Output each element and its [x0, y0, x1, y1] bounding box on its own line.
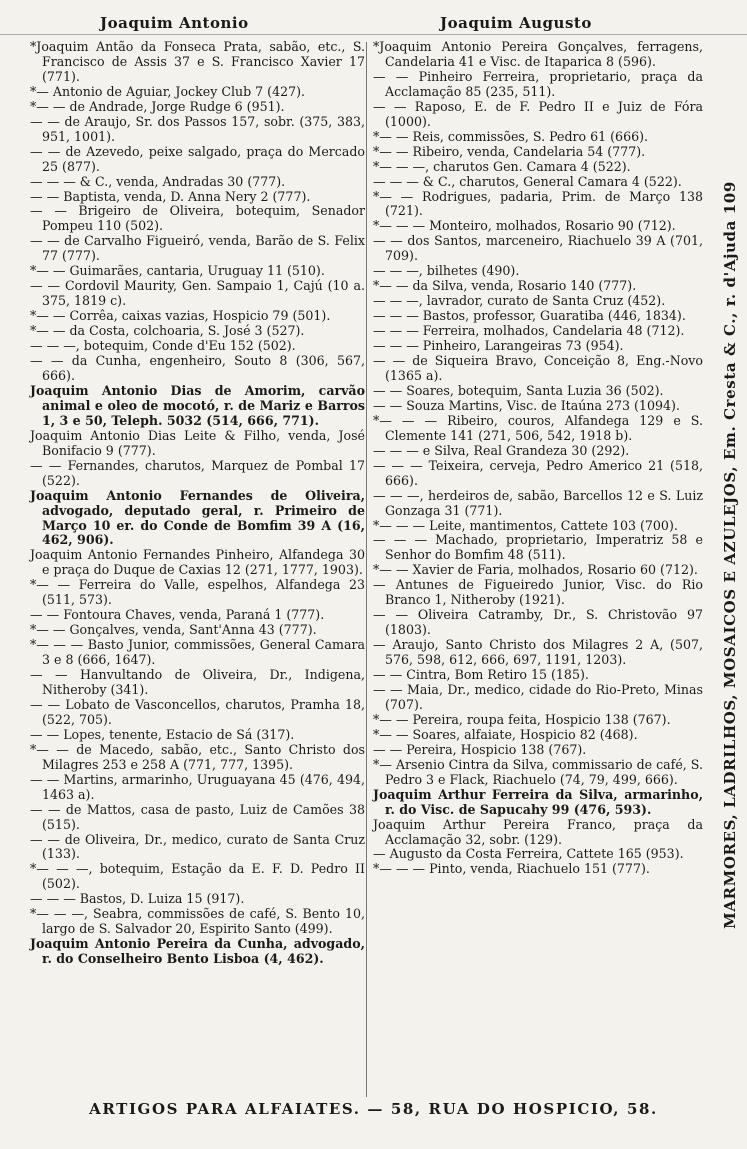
directory-entry: — — —, bilhetes (490). [373, 263, 520, 279]
directory-entry: — — dos Santos, marceneiro, Riachuelo 39 A (701, 709). [373, 233, 703, 264]
directory-entry: — — —, herdeiros de, sabão, Barcellos 12 e S. Luiz Gonzaga 31 (771). [373, 487, 703, 518]
column-divider [366, 42, 367, 1097]
directory-entry: Joaquim Antonio Dias Leite & Filho, venda, José Bonifacio 9 (777). [30, 427, 365, 458]
directory-entry: *— — — Basto Junior, commissões, General Camara 3 e 8 (666, 1647). [30, 637, 365, 668]
directory-entry: — — — Bastos, D. Luiza 15 (917). [30, 891, 245, 907]
directory-entry: — — —, lavrador, curato de Santa Cruz (452). [373, 293, 666, 309]
side-advertisement [710, 36, 744, 1096]
directory-entry: — Antunes de Figueiredo Junior, Visc. do Rio Branco 1, Nitheroby (1921). [373, 577, 703, 608]
directory-entry: — — de Oliveira, Dr., medico, curato de Santa Cruz (133). [30, 831, 365, 862]
directory-entry: *— — Pereira, roupa feita, Hospicio 138 (767). [373, 711, 671, 727]
right-running-head: Joaquim Augusto [440, 14, 592, 32]
directory-entry: Joaquim Antonio Fernandes de Oliveira, advogado, deputado geral, r. Primeiro de Março 10 er. do Conde de Bomfim 39 A (16, 462, 906). [30, 487, 365, 548]
directory-entry: *— — da Silva, venda, Rosario 140 (777). [373, 278, 637, 294]
directory-entry: Joaquim Arthur Ferreira da Silva, armarinho, r. do Visc. de Sapucahy 99 (476, 593). [373, 786, 703, 817]
directory-entry: *Joaquim Antonio Pereira Gonçalves, ferragens, Candelaria 41 e Visc. de Itaparica 8 (596). [373, 39, 703, 69]
directory-entry: — — Martins, armarinho, Uruguayana 45 (476, 494, 1463 a). [30, 771, 365, 802]
directory-entry: *— — Xavier de Faria, molhados, Rosario 60 (712). [373, 562, 698, 578]
directory-entry: — — — Machado, proprietario, Imperatriz 58 e Senhor do Bomfim 48 (511). [373, 532, 703, 563]
directory-entry: — — — Teixeira, cerveja, Pedro Americo 21 (518, 666). [373, 457, 703, 488]
directory-entry: — — —, botequim, Conde d'Eu 152 (502). [30, 338, 296, 354]
directory-entry: *— — Rodrigues, padaria, Prim. de Março 138 (721). [373, 188, 703, 219]
directory-entry: *— — Ribeiro, venda, Candelaria 54 (777). [373, 143, 646, 159]
directory-entry: — — — Ferreira, molhados, Candelaria 48 (712). [373, 323, 685, 339]
directory-entry: — — — e Silva, Real Grandeza 30 (292). [373, 442, 630, 458]
directory-entry: — — — & C., charutos, General Camara 4 (522). [373, 173, 682, 189]
directory-entry: *— Antonio de Aguiar, Jockey Club 7 (427). [30, 83, 306, 99]
directory-entry: *— — Corrêa, caixas vazias, Hospicio 79 (501). [30, 308, 331, 324]
directory-entry: — — de Mattos, casa de pasto, Luiz de Camões 38 (515). [30, 801, 365, 832]
directory-entry: — — Brigeiro de Oliveira, botequim, Senador Pompeu 110 (502). [30, 203, 365, 234]
directory-entry: *— — — Pinto, venda, Riachuelo 151 (777). [373, 861, 650, 877]
page-header [0, 0, 747, 35]
directory-entry: — — Fernandes, charutos, Marquez de Pombal 17 (522). [30, 457, 365, 488]
directory-entry: — — da Cunha, engenheiro, Souto 8 (306, 567, 666). [30, 353, 365, 383]
side-advertisement-text: MARMORES, LADRILHOS, MOSAICOS E AZULEJOS, Em. Cresta & C., r. d'Ajuda 109 [721, 181, 739, 929]
directory-entry: *— — de Macedo, sabão, etc., Santo Christo dos Milagres 253 e 258 A (771, 777, 1395). [30, 741, 365, 772]
left-running-head: Joaquim Antonio [100, 14, 249, 32]
directory-entry: — — Lobato de Vasconcellos, charutos, Pramha 18, (522, 705). [30, 696, 365, 727]
directory-entry: — — Pereira, Hospicio 138 (767). [373, 741, 587, 757]
directory-entry: — — Soares, botequim, Santa Luzia 36 (502). [373, 382, 664, 398]
directory-entry: *— — Ferreira do Valle, espelhos, Alfandega 23 (511, 573). [30, 577, 365, 608]
directory-entry: — — Raposo, E. de F. Pedro II e Juiz de Fóra (1000). [373, 98, 703, 129]
directory-entry: — Araujo, Santo Christo dos Milagres 2 A, (507, 576, 598, 612, 666, 697, 1191, 1203). [373, 637, 703, 668]
directory-entry: *Joaquim Antão da Fonseca Prata, sabão, etc., S. Francisco de Assis 37 e S. Francisco Xavier 17 (771). [30, 39, 365, 84]
directory-entry: Joaquim Arthur Pereira Franco, praça da Acclamação 32, sobr. (129). [373, 816, 703, 847]
directory-entry: — — Maia, Dr., medico, cidade do Rio-Preto, Minas (707). [373, 681, 703, 712]
directory-entry: *— — — Ribeiro, couros, Alfandega 129 e S. Clemente 141 (271, 506, 542, 1918 b). [373, 412, 703, 443]
directory-entry: — — de Carvalho Figueiró, venda, Barão de S. Felix 77 (777). [30, 233, 365, 264]
directory-entry: Joaquim Antonio Pereira da Cunha, advogado, r. do Conselheiro Bento Lisboa (4, 462). [30, 936, 365, 967]
directory-entry: — — Lopes, tenente, Estacio de Sá (317). [30, 726, 295, 742]
directory-entry: *— — —, botequim, Estação da E. F. D. Pedro II (502). [30, 861, 365, 892]
directory-entry: *— — —, charutos Gen. Camara 4 (522). [373, 158, 631, 174]
directory-entry: — — — Bastos, professor, Guaratiba (446, 1834). [373, 308, 686, 324]
directory-entry: Joaquim Antonio Dias de Amorim, carvão animal e oleo de mocotó, r. de Mariz e Barros 1, 3 e 50, Teleph. 5032 (514, 666, 771). [30, 382, 365, 428]
directory-entry: *— — Soares, alfaiate, Hospicio 82 (468). [373, 726, 638, 742]
directory-entry: — — de Siqueira Bravo, Conceição 8, Eng.-Novo (1365 a). [373, 353, 703, 383]
directory-entry: *— — Gonçalves, venda, Sant'Anna 43 (777). [30, 622, 317, 638]
directory-entry: — — Souza Martins, Visc. de Itaúna 273 (1094). [373, 397, 680, 413]
directory-entry: Joaquim Antonio Fernandes Pinheiro, Alfandega 30 e praça do Duque de Caxias 12 (271, 1777, 1903). [30, 547, 365, 578]
directory-entry: *— — — Monteiro, molhados, Rosario 90 (712). [373, 218, 676, 234]
directory-entry: *— — — Leite, mantimentos, Cattete 103 (700). [373, 517, 678, 533]
directory-entry: *— — Reis, commissões, S. Pedro 61 (666). [373, 128, 649, 144]
directory-entry: — — Cintra, Bom Retiro 15 (185). [373, 667, 589, 683]
page-footer-advertisement: ARTIGOS PARA ALFAIATES. — 58, RUA DO HOSPICIO, 58. [89, 1100, 658, 1118]
directory-entry: — — — Pinheiro, Larangeiras 73 (954). [373, 338, 624, 354]
directory-entry: *— — da Costa, colchoaria, S. José 3 (527). [30, 323, 305, 339]
directory-entry: — — Fontoura Chaves, venda, Paraná 1 (777). [30, 607, 325, 623]
directory-entry: — Augusto da Costa Ferreira, Cattete 165 (953). [373, 846, 684, 862]
right-column [373, 40, 703, 877]
directory-entry: — — Baptista, venda, D. Anna Nery 2 (777). [30, 188, 311, 204]
directory-entry: — — Oliveira Catramby, Dr., S. Christovão 97 (1803). [373, 607, 703, 638]
directory-entry: *— — —, Seabra, commissões de café, S. Bento 10, largo de S. Salvador 20, Espirito Santo (499). [30, 906, 365, 937]
directory-entry: — — Hanvultando de Oliveira, Dr., Indigena, Nitheroby (341). [30, 667, 365, 697]
directory-entry: *— — de Andrade, Jorge Rudge 6 (951). [30, 98, 285, 114]
directory-entry: *— Arsenio Cintra da Silva, commissario de café, S. Pedro 3 e Flack, Riachuelo (74, 79, 499, 666). [373, 756, 703, 787]
left-column [30, 40, 365, 967]
directory-entry: — — Pinheiro Ferreira, proprietario, praça da Acclamação 85 (235, 511). [373, 68, 703, 99]
directory-entry: — — de Araujo, Sr. dos Passos 157, sobr. (375, 383, 951, 1001). [30, 113, 365, 144]
directory-entry: — — Cordovil Maurity, Gen. Sampaio 1, Cajú (10 a. 375, 1819 c). [30, 278, 365, 309]
directory-entry: — — de Azevedo, peixe salgado, praça do Mercado 25 (877). [30, 143, 365, 174]
directory-entry: *— — Guimarães, cantaria, Uruguay 11 (510). [30, 263, 325, 279]
directory-entry: — — — & C., venda, Andradas 30 (777). [30, 173, 286, 189]
